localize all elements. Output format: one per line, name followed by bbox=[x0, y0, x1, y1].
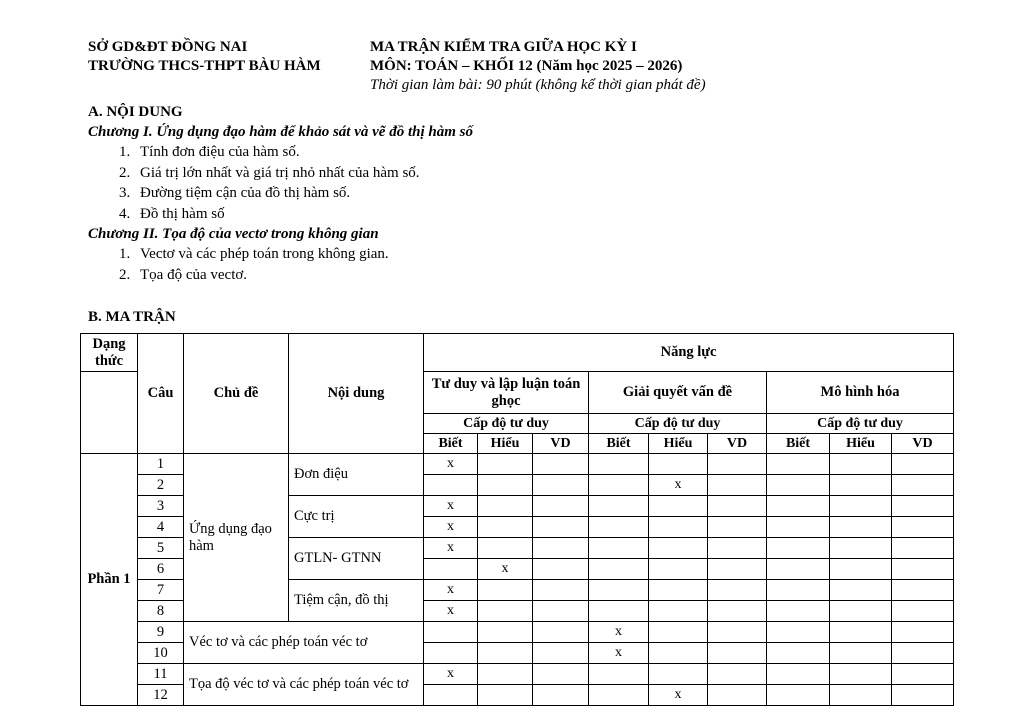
mark-cell bbox=[892, 475, 954, 496]
mark-cell bbox=[589, 538, 649, 559]
mark-cell bbox=[533, 538, 589, 559]
level-header-hieu: Hiểu bbox=[830, 434, 892, 454]
exam-subject: MÔN: TOÁN – KHỐI 12 (Năm học 2025 – 2026) bbox=[370, 58, 683, 74]
mark-cell: x bbox=[424, 580, 478, 601]
mark-cell bbox=[892, 643, 954, 664]
mark-cell bbox=[830, 685, 892, 706]
mark-cell bbox=[533, 475, 589, 496]
mark-cell bbox=[589, 517, 649, 538]
mark-cell bbox=[533, 643, 589, 664]
mark-cell bbox=[830, 643, 892, 664]
mark-cell: x bbox=[589, 643, 649, 664]
mark-cell bbox=[533, 517, 589, 538]
mark-cell bbox=[830, 622, 892, 643]
col-header-nang-luc: Năng lực bbox=[424, 334, 954, 372]
group-header-tu-duy: Tư duy và lập luận toán ghọc bbox=[424, 372, 589, 414]
mark-cell bbox=[649, 622, 708, 643]
mark-cell bbox=[830, 664, 892, 685]
mark-cell bbox=[892, 580, 954, 601]
mark-cell bbox=[478, 517, 533, 538]
noi-dung-cell: GTLN- GTNN bbox=[289, 538, 424, 580]
level-header-biet: Biết bbox=[589, 434, 649, 454]
mark-cell bbox=[478, 664, 533, 685]
level-header-biet: Biết bbox=[424, 434, 478, 454]
mark-cell bbox=[424, 559, 478, 580]
mark-cell bbox=[830, 538, 892, 559]
mark-cell bbox=[533, 601, 589, 622]
mark-cell bbox=[767, 601, 830, 622]
cau-cell: 11 bbox=[138, 664, 184, 685]
mark-cell bbox=[649, 517, 708, 538]
mark-cell bbox=[589, 601, 649, 622]
cau-cell: 6 bbox=[138, 559, 184, 580]
level-header-vd: VD bbox=[708, 434, 767, 454]
mark-cell bbox=[767, 538, 830, 559]
mark-cell bbox=[892, 454, 954, 475]
mark-cell bbox=[708, 454, 767, 475]
mark-cell bbox=[533, 559, 589, 580]
mark-cell bbox=[767, 454, 830, 475]
mark-cell bbox=[533, 664, 589, 685]
mark-cell: x bbox=[589, 622, 649, 643]
mark-cell bbox=[830, 475, 892, 496]
group-header-mo-hinh: Mô hình hóa bbox=[767, 372, 954, 414]
section-b bbox=[88, 307, 964, 706]
matrix-table bbox=[80, 333, 954, 706]
mark-cell bbox=[533, 454, 589, 475]
chapter1-list bbox=[134, 142, 964, 224]
school-name: TRƯỜNG THCS-THPT BÀU HÀM bbox=[88, 58, 321, 74]
mark-cell bbox=[424, 643, 478, 664]
mark-cell bbox=[767, 580, 830, 601]
mark-cell bbox=[589, 559, 649, 580]
mark-cell bbox=[649, 538, 708, 559]
mark-cell bbox=[533, 496, 589, 517]
mark-cell bbox=[424, 622, 478, 643]
list-item: 2. Tọa độ của vectơ. bbox=[134, 265, 964, 286]
mark-cell: x bbox=[478, 559, 533, 580]
cau-cell: 7 bbox=[138, 580, 184, 601]
chapter2-title: Chương II. Tọa độ của vectơ trong không gian bbox=[88, 226, 379, 242]
table-row bbox=[81, 454, 954, 475]
cap-do-header: Cấp độ tư duy bbox=[767, 414, 954, 434]
mark-cell bbox=[649, 664, 708, 685]
mark-cell bbox=[708, 685, 767, 706]
mark-cell bbox=[892, 601, 954, 622]
mark-cell bbox=[649, 496, 708, 517]
mark-cell bbox=[649, 601, 708, 622]
mark-cell bbox=[767, 559, 830, 580]
chu-de-cell: Véc tơ và các phép toán véc tơ bbox=[184, 622, 424, 664]
mark-cell bbox=[708, 517, 767, 538]
mark-cell bbox=[649, 580, 708, 601]
noi-dung-cell: Tiệm cận, đồ thị bbox=[289, 580, 424, 622]
mark-cell bbox=[533, 622, 589, 643]
mark-cell bbox=[767, 496, 830, 517]
mark-cell bbox=[892, 538, 954, 559]
mark-cell bbox=[830, 517, 892, 538]
mark-cell: x bbox=[424, 538, 478, 559]
mark-cell bbox=[767, 622, 830, 643]
cau-cell: 10 bbox=[138, 643, 184, 664]
mark-cell bbox=[892, 517, 954, 538]
chapter2-list bbox=[134, 244, 964, 285]
mark-cell bbox=[830, 580, 892, 601]
empty-cell bbox=[81, 372, 138, 454]
col-header-chu-de: Chủ đề bbox=[184, 334, 289, 454]
mark-cell bbox=[589, 685, 649, 706]
mark-cell bbox=[830, 559, 892, 580]
mark-cell bbox=[649, 454, 708, 475]
mark-cell bbox=[708, 475, 767, 496]
table-header-row-1 bbox=[81, 334, 954, 372]
mark-cell bbox=[892, 685, 954, 706]
exam-title: MA TRẬN KIỂM TRA GIỮA HỌC KỲ I bbox=[370, 39, 637, 55]
cap-do-header: Cấp độ tư duy bbox=[589, 414, 767, 434]
cau-cell: 4 bbox=[138, 517, 184, 538]
noi-dung-cell: Đơn điệu bbox=[289, 454, 424, 496]
chapter1-title: Chương I. Ứng dụng đạo hàm để khảo sát và vẽ đồ thị hàm số bbox=[88, 124, 473, 140]
mark-cell bbox=[478, 496, 533, 517]
mark-cell bbox=[478, 475, 533, 496]
noi-dung-cell: Cực trị bbox=[289, 496, 424, 538]
mark-cell bbox=[767, 685, 830, 706]
mark-cell bbox=[478, 454, 533, 475]
cau-cell: 3 bbox=[138, 496, 184, 517]
mark-cell bbox=[589, 475, 649, 496]
mark-cell: x bbox=[424, 496, 478, 517]
mark-cell: x bbox=[424, 601, 478, 622]
mark-cell bbox=[892, 622, 954, 643]
mark-cell bbox=[478, 622, 533, 643]
cau-cell: 12 bbox=[138, 685, 184, 706]
section-b-heading: B. MA TRẬN bbox=[88, 309, 176, 325]
mark-cell: x bbox=[424, 454, 478, 475]
mark-cell bbox=[424, 685, 478, 706]
mark-cell bbox=[478, 538, 533, 559]
mark-cell bbox=[478, 601, 533, 622]
list-item: 2. Giá trị lớn nhất và giá trị nhỏ nhất của hàm số. bbox=[134, 163, 964, 184]
level-header-vd: VD bbox=[533, 434, 589, 454]
mark-cell bbox=[767, 664, 830, 685]
mark-cell bbox=[589, 580, 649, 601]
mark-cell bbox=[830, 496, 892, 517]
header-left-block bbox=[88, 38, 370, 95]
exam-duration: Thời gian làm bài: 90 phút (không kể thời gian phát đề) bbox=[370, 77, 706, 93]
mark-cell bbox=[649, 643, 708, 664]
cau-cell: 8 bbox=[138, 601, 184, 622]
list-item: 3. Đường tiệm cận của đồ thị hàm số. bbox=[134, 183, 964, 204]
mark-cell bbox=[708, 664, 767, 685]
mark-cell bbox=[708, 622, 767, 643]
group-header-giai-quyet: Giải quyết vấn đề bbox=[589, 372, 767, 414]
mark-cell bbox=[708, 538, 767, 559]
level-header-hieu: Hiểu bbox=[478, 434, 533, 454]
mark-cell bbox=[478, 643, 533, 664]
mark-cell bbox=[589, 454, 649, 475]
mark-cell bbox=[767, 643, 830, 664]
table-row bbox=[81, 664, 954, 685]
phan-cell: Phần 1 bbox=[81, 454, 138, 706]
document-header bbox=[88, 38, 964, 95]
cau-cell: 5 bbox=[138, 538, 184, 559]
mark-cell bbox=[533, 580, 589, 601]
header-right-block bbox=[370, 38, 964, 95]
mark-cell bbox=[830, 454, 892, 475]
mark-cell bbox=[767, 475, 830, 496]
mark-cell bbox=[708, 580, 767, 601]
org-name: SỞ GD&ĐT ĐỒNG NAI bbox=[88, 39, 248, 55]
mark-cell bbox=[708, 601, 767, 622]
chu-de-cell: Ứng dụng đạo hàm bbox=[184, 454, 289, 622]
col-header-cau: Câu bbox=[138, 334, 184, 454]
mark-cell bbox=[478, 580, 533, 601]
list-item: 4. Đồ thị hàm số bbox=[134, 204, 964, 225]
mark-cell: x bbox=[649, 685, 708, 706]
col-header-dang-thuc: Dạng thức bbox=[81, 334, 138, 372]
col-header-noi-dung: Nội dung bbox=[289, 334, 424, 454]
mark-cell bbox=[830, 601, 892, 622]
mark-cell bbox=[589, 664, 649, 685]
mark-cell: x bbox=[424, 517, 478, 538]
chu-de-cell: Tọa độ véc tơ và các phép toán véc tơ bbox=[184, 664, 424, 706]
mark-cell bbox=[708, 643, 767, 664]
mark-cell bbox=[424, 475, 478, 496]
level-header-biet: Biết bbox=[767, 434, 830, 454]
list-item: 1. Vectơ và các phép toán trong không gian. bbox=[134, 244, 964, 265]
mark-cell bbox=[892, 496, 954, 517]
mark-cell bbox=[892, 559, 954, 580]
mark-cell bbox=[478, 685, 533, 706]
mark-cell bbox=[708, 559, 767, 580]
section-a-heading: A. NỘI DUNG bbox=[88, 104, 183, 120]
level-header-vd: VD bbox=[892, 434, 954, 454]
table-row bbox=[81, 622, 954, 643]
cau-cell: 9 bbox=[138, 622, 184, 643]
mark-cell bbox=[533, 685, 589, 706]
mark-cell bbox=[589, 496, 649, 517]
cau-cell: 2 bbox=[138, 475, 184, 496]
mark-cell bbox=[767, 517, 830, 538]
cau-cell: 1 bbox=[138, 454, 184, 475]
list-item: 1. Tính đơn điệu của hàm số. bbox=[134, 142, 964, 163]
mark-cell bbox=[649, 559, 708, 580]
mark-cell: x bbox=[424, 664, 478, 685]
mark-cell: x bbox=[649, 475, 708, 496]
level-header-hieu: Hiểu bbox=[649, 434, 708, 454]
mark-cell bbox=[892, 664, 954, 685]
cap-do-header: Cấp độ tư duy bbox=[424, 414, 589, 434]
mark-cell bbox=[708, 496, 767, 517]
